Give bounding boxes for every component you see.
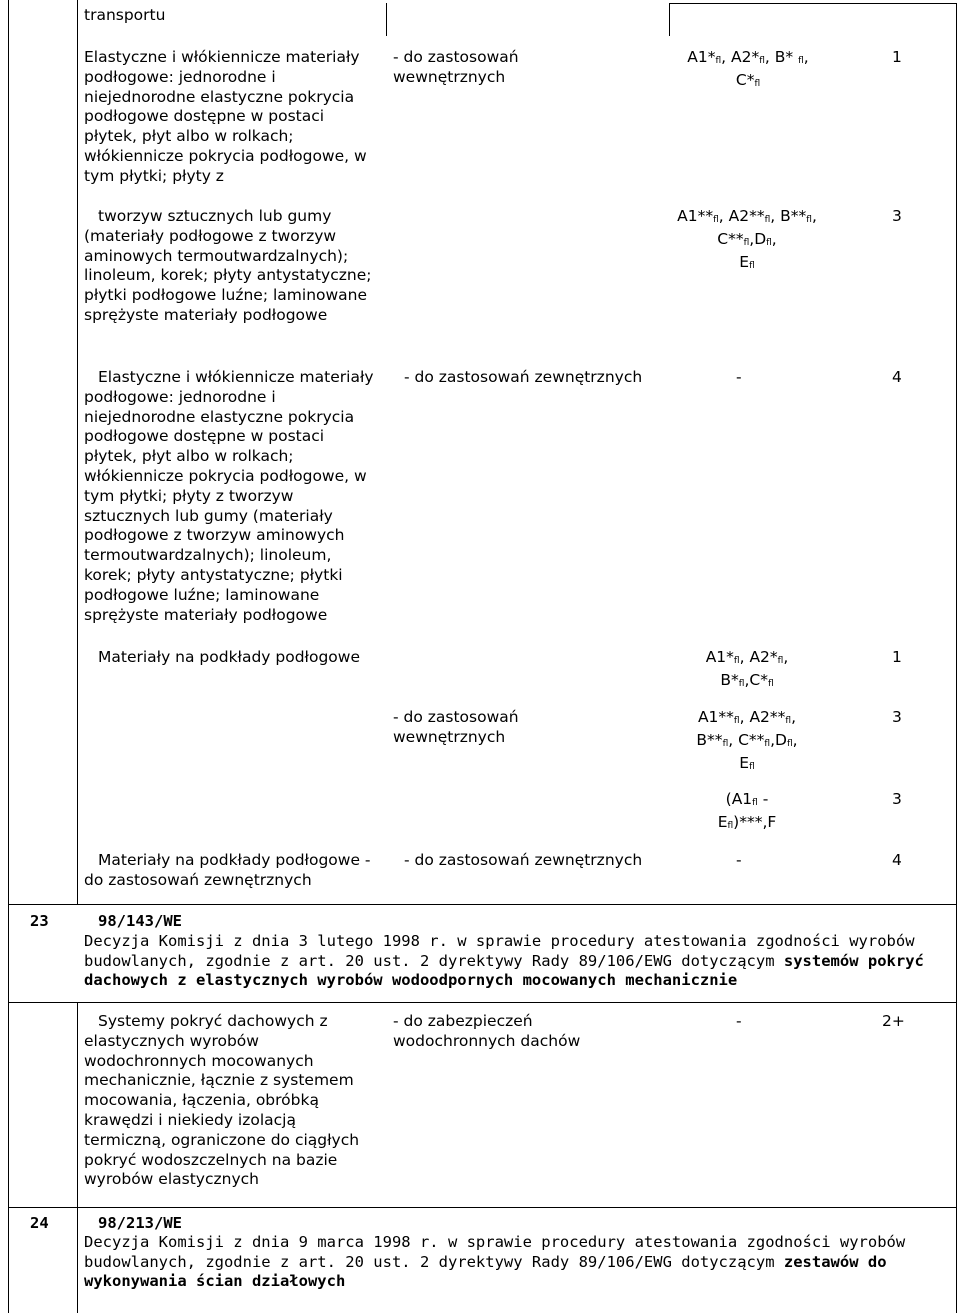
intended-use-external: - do zastosowań zewnętrznych (404, 368, 643, 386)
intended-use-underlay-external: - do zastosowań zewnętrznych (404, 851, 643, 869)
attestation-system-4: 4 (892, 368, 902, 386)
attestation-system-2plus: 2+ (882, 1012, 905, 1030)
rule-after-underlay (8, 904, 957, 905)
product-description-elastic-internal-cont: tworzyw sztucznych lub gumy (materiały podłogowe z tworzyw aminowych termoutwardzalnych); linoleum, korek; płyty antystatyczne; płytki podłogowe luźne; laminowane sprężyste materiały podłogowe (84, 207, 372, 324)
product-description-underlay-external: Materiały na podkłady podłogowe - do zastosowań zewnętrznych (84, 851, 371, 889)
class-column-left-rule (669, 3, 670, 36)
attestation-system-underlay-4: 4 (892, 851, 902, 869)
class-box-top-rule (669, 3, 957, 4)
product-description-underlay: Materiały na podkłady podłogowe (98, 648, 360, 666)
intended-use-roofing: - do zabezpieczeń wodochronnych dachów (393, 1012, 581, 1050)
class-cell-underlay-a1-f: ($A1_{fl}$ - $E_{fl})***,F$ (717, 790, 777, 831)
rule-after-roofing (8, 1207, 957, 1208)
decision-23-text: Decyzja Komisji z dnia 3 lutego 1998 r. w sprawie procedury atestowania zgodności wyrobów budowlanych, zgodnie z art. 20 ust. 2 dyrektywy Rady 89/106/EWG dotyczącym systemów pokryć dachowych z elastycznych wyrobów wodoodpornych mocowanych mechanicznie (84, 932, 924, 989)
class-dash-elastic-external: - (736, 368, 742, 386)
attestation-system-underlay-3: 3 (892, 708, 902, 726)
product-description-roofing: Systemy pokryć dachowych z elastycznych wyrobów wodochronnych mocowanych mechanicznie, łącznie z systemem mocowania, łączenia, obróbką krawędzi i niekiedy izolacją termiczną, ograniczone do ciągłych pokryć wodoszczelnych na bazie wyrobów elastycznych (84, 1012, 360, 1189)
product-description-elastic-internal: Elastyczne i włókiennicze materiały podłogowe: jednorodne i niejednorodne elastyczne pokrycia podłogowe dostępne w postaci płytek, płyt albo w rolkach; włókiennicze pokrycia podłogowe, w tym płytki; płyty z (84, 48, 367, 185)
decision-24-number: 24 (30, 1214, 49, 1232)
decision-23-code: 98/143/WE (98, 912, 182, 930)
continuation-text: transportu (84, 6, 166, 24)
class-cell-a1-e: $A1**_{fl}$, $A2**_{fl}$, $B**_{fl}$, $C**_{fl},D_{fl}$, $E_{fl}$ (677, 207, 817, 271)
roofing-products-left-rule (77, 1002, 78, 1207)
class-dash-underlay-external: - (736, 851, 742, 869)
class-dash-roofing: - (736, 1012, 742, 1030)
class-cell-underlay-a1-e: $A1**_{fl}$, $A2**_{fl}$, $B**_{fl}$, $C**_{fl},D_{fl}$, $E_{fl}$ (696, 708, 798, 772)
table-left-border (8, 0, 9, 1313)
attestation-system-1: 1 (892, 48, 902, 66)
products-column-right-rule (386, 3, 387, 36)
attestation-system-3: 3 (892, 207, 902, 225)
intended-use-internal: - do zastosowań wewnętrznych (393, 48, 519, 86)
attestation-system-underlay-3b: 3 (892, 790, 902, 808)
decision-23-number: 23 (30, 912, 49, 930)
products-column-left-rule (77, 0, 78, 904)
decision-24-code: 98/213/WE (98, 1214, 182, 1232)
attestation-system-underlay-1: 1 (892, 648, 902, 666)
table-right-border (956, 3, 957, 1313)
intended-use-underlay-internal: - do zastosowań wewnętrznych (393, 708, 519, 746)
decision-24-text: Decyzja Komisji z dnia 9 marca 1998 r. w sprawie procedury atestowania zgodności wyrobów budowlanych, zgodnie z art. 20 ust. 2 dyrektywy Rady 89/106/EWG dotyczącym zestawów do wykonywania ścian działowych (84, 1233, 906, 1290)
rule-after-decision-23 (8, 1002, 957, 1003)
class-cell-underlay-a1-c: $A1*_{fl}$, $A2*_{fl}$, $B*_{fl},C*_{fl}$ (705, 648, 789, 689)
product-description-elastic-external: Elastyczne i włókiennicze materiały podłogowe: jednorodne i niejednorodne elastyczne pokrycia podłogowe dostępne w postaci płytek, płyt albo w rolkach; włókiennicze pokrycia podłogowe, w tym płytki; płyty z tworzyw sztucznych lub gumy (materiały podłogowe z tworzyw aminowych termoutwardzalnych); linoleum, korek; płyty antystatyczne; płytki podłogowe luźne; laminowane sprężyste materiały podłogowe (84, 368, 374, 624)
decision-24-left-rule (77, 1208, 78, 1313)
class-cell-a1-c: $A1*_{fl}$, $A2*_{fl}$, B* $_{fl}$, $C*_{fl}$ (687, 48, 809, 89)
